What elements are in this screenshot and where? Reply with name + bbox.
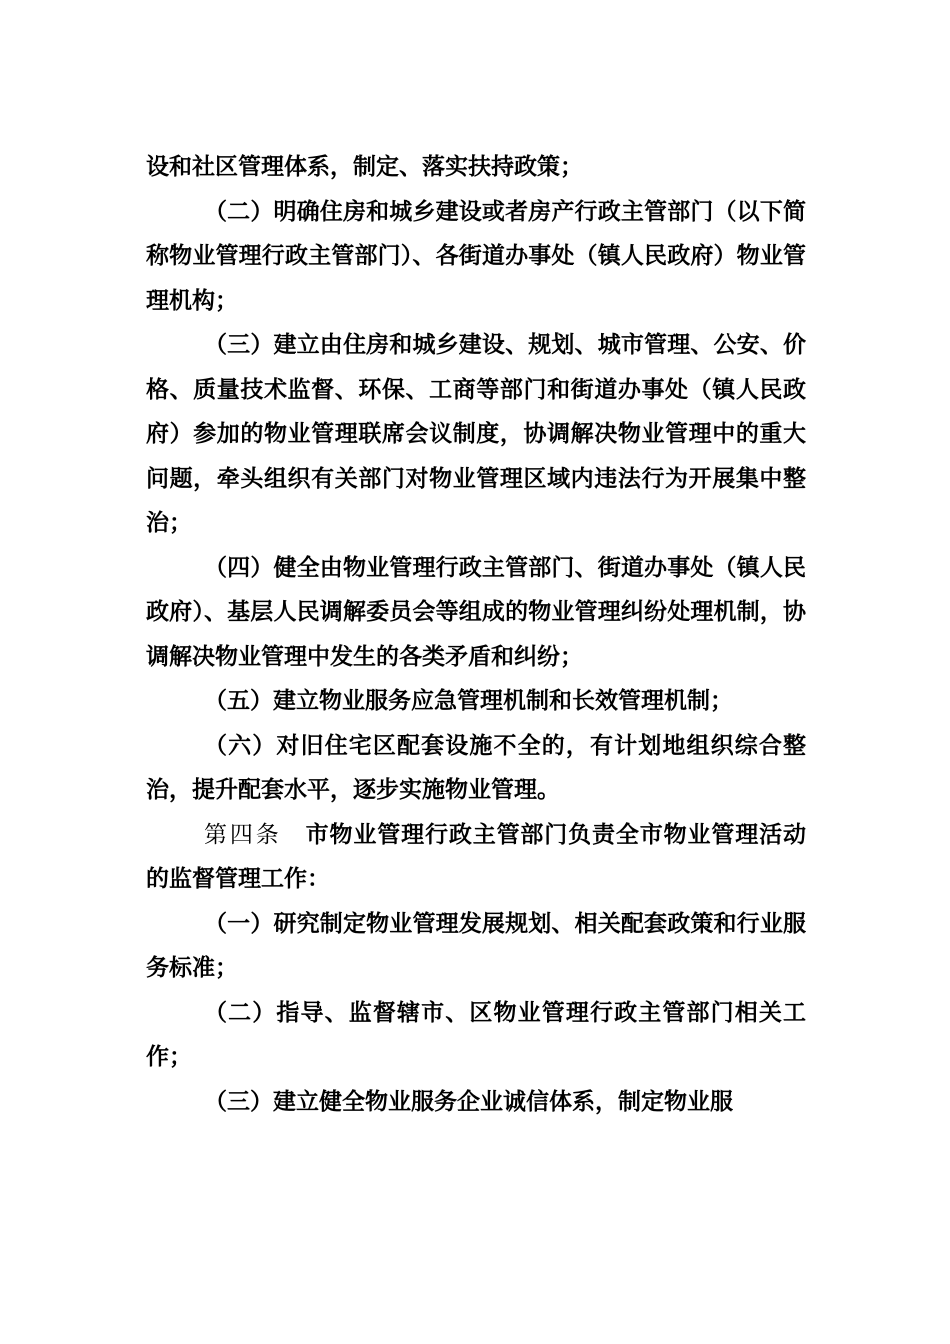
article-4-heading [146,813,806,902]
article-4-item-3: （三）建立健全物业服务企业诚信体系，制定物业服 [204,1088,733,1115]
article-4-item-2: （二）指导、监督辖市、区物业管理行政主管部门相关工作； [146,999,806,1070]
article-4-text: 市物业管理行政主管部门负责全市物业管理活动的监督管理工作： [146,821,807,892]
list-item-4: （四）健全由物业管理行政主管部门、街道办事处（镇人民政府）、基层人民调解委员会等组成的物业管理纠纷处理机制，协调解决物业管理中发生的各类矛盾和纠纷； [146,554,806,670]
list-item-2: （二）明确住房和城乡建设或者房产行政主管部门（以下简称物业管理行政主管部门）、各街道办事处（镇人民政府）物业管理机构； [146,198,806,314]
article-4-item-1: （一）研究制定物业管理发展规划、相关配套政策和行业服务标准； [146,910,806,981]
paragraph-continuation: 设和社区管理体系，制定、落实扶持政策； [146,154,583,180]
article-number: 第四条 [204,821,282,848]
list-item-6: （六）对旧住宅区配套设施不全的，有计划地组织综合整治，提升配套水平，逐步实施物业管理。 [146,732,806,803]
list-item-5: （五）建立物业服务应急管理机制和长效管理机制； [204,688,733,714]
list-item-3: （三）建立由住房和城乡建设、规划、城市管理、公安、价格、质量技术监督、环保、工商等部门和街道办事处（镇人民政府）参加的物业管理联席会议制度，协调解决物业管理中的重大问题，牵头组织有关部门对物业管理区域内违法行为开展集中整治； [146,332,806,536]
document-body [146,145,806,1124]
